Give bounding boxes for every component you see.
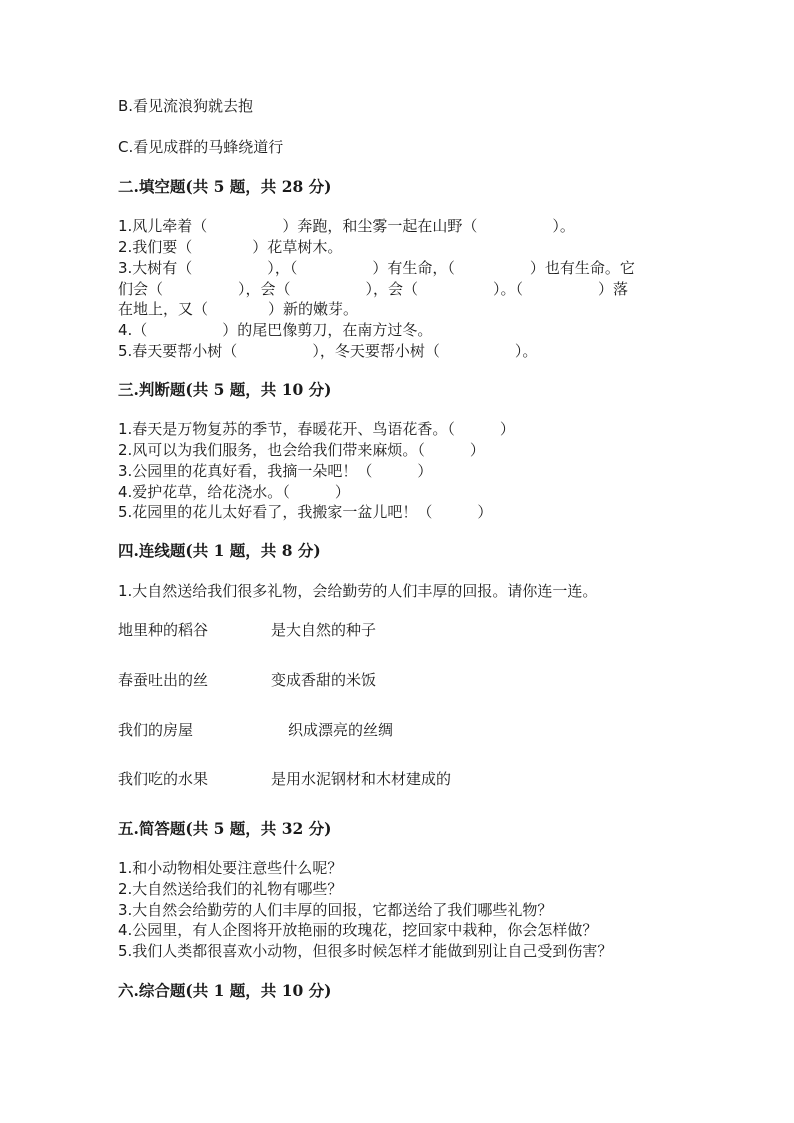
matching-right-item: 变成香甜的米饭 [271, 671, 377, 689]
matching-left-item: 我们的房屋 [118, 721, 194, 739]
matching-right-item: 是大自然的种子 [271, 621, 377, 639]
fill-blank-item: 3.大树有（ ），（ ）有生命，（ ）也有生命。它 [118, 259, 635, 277]
fill-blank-item: 4.（ ）的尾巴像剪刀，在南方过冬。 [118, 321, 433, 339]
short-answer-item: 1.和小动物相处要注意些什么呢？ [118, 859, 343, 877]
fill-blank-item: 们会（ ），会（ ），会（ ）。（ ）落 [118, 280, 629, 298]
fill-blank-item: 在地上，又（ ）新的嫩芽。 [118, 300, 359, 318]
matching-left-item: 地里种的稻谷 [118, 621, 209, 639]
short-answer-item: 4.公园里，有人企图将开放艳丽的玫瑰花，挖回家中栽种，你会怎样做？ [118, 921, 598, 939]
fill-blank-item: 2.我们要（ ）花草树木。 [118, 238, 343, 256]
judgement-item: 3.公园里的花真好看，我摘一朵吧！（ ） [118, 462, 433, 480]
section-matching-title: 四.连线题(共 1 题，共 8 分) [118, 541, 321, 560]
short-answer-item: 2.大自然送给我们的礼物有哪些？ [118, 880, 343, 898]
matching-right-item: 是用水泥钢材和木材建成的 [271, 770, 452, 788]
judgement-item: 2.风可以为我们服务，也会给我们带来麻烦。（ ） [118, 441, 485, 459]
judgement-item: 5.花园里的花儿太好看了，我搬家一盆儿吧！（ ） [118, 503, 493, 521]
matching-left-item: 我们吃的水果 [118, 770, 209, 788]
fill-blank-item: 5.春天要帮小树（ ），冬天要帮小树（ ）。 [118, 342, 538, 360]
section-judgement-title: 三.判断题(共 5 题，共 10 分) [118, 380, 332, 399]
matching-right-item: 织成漂亮的丝绸 [288, 721, 394, 739]
section-fill-blank-title: 二.填空题(共 5 题，共 28 分) [118, 177, 332, 196]
fill-blank-item: 1.风儿牵着（ ）奔跑，和尘雾一起在山野（ ）。 [118, 217, 575, 235]
short-answer-item: 5.我们人类都很喜欢小动物，但很多时候怎样才能做到别让自己受到伤害？ [118, 942, 613, 960]
matching-prompt: 1.大自然送给我们很多礼物，会给勤劳的人们丰厚的回报。请你连一连。 [118, 582, 598, 600]
option-c: C.看见成群的马蜂绕道行 [118, 138, 284, 156]
section-short-answer-title: 五.简答题(共 5 题，共 32 分) [118, 819, 332, 838]
judgement-item: 4.爱护花草，给花浇水。（ ） [118, 483, 350, 501]
short-answer-item: 3.大自然会给勤劳的人们丰厚的回报，它都送给了我们哪些礼物？ [118, 901, 553, 919]
judgement-item: 1.春天是万物复苏的季节，春暖花开、鸟语花香。（ ） [118, 420, 515, 438]
matching-left-item: 春蚕吐出的丝 [118, 671, 209, 689]
option-b: B.看见流浪狗就去抱 [118, 97, 254, 115]
section-comprehensive-title: 六.综合题(共 1 题，共 10 分) [118, 981, 332, 1000]
